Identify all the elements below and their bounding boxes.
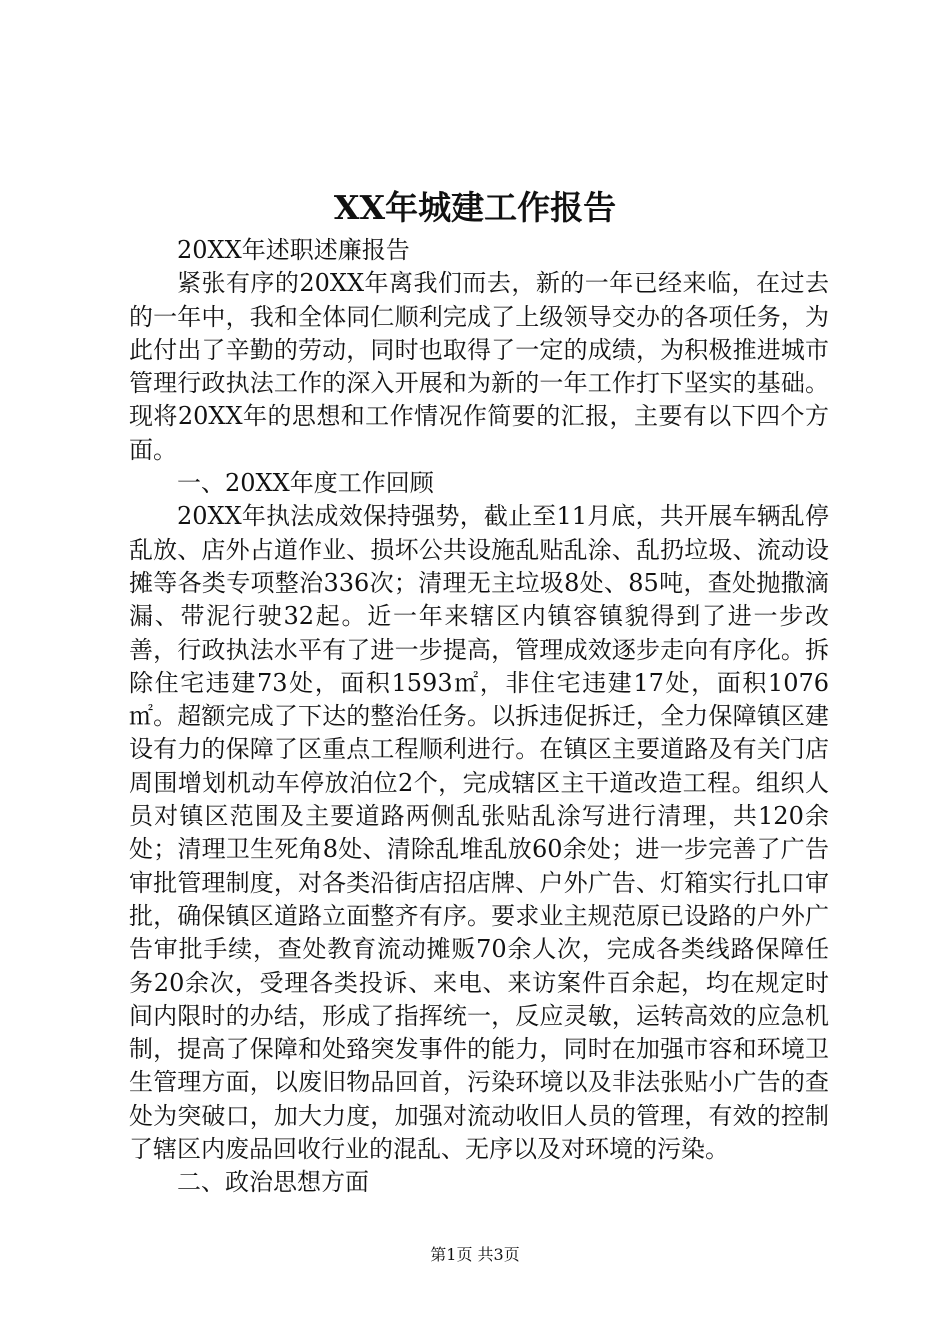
paragraph-subtitle: 20XX年述职述廉报告 xyxy=(177,236,410,264)
document-title: XX年城建工作报告 xyxy=(333,188,617,227)
paragraph-intro: 紧张有序的20XX年离我们而去，新的一年已经来临，在过去的一年中，我和全体同仁顺利完成了上级领导交办的各项任务，为此付出了辛勤的劳动，同时也取得了一定的成绩，为积极推进城市管理行政执法工作的深入开展和为新的一年工作打下坚实的基础。现将20XX年的思想和工作情况作简要的汇报，主要有以下四个方面。 xyxy=(129,269,829,464)
document-body xyxy=(129,234,829,1200)
section-heading-2: 二、政治思想方面 xyxy=(177,1168,369,1197)
paragraph-work-review: 20XX年执法成效保持强势，截止至11月底，共开展车辆乱停乱放、店外占道作业、损坏公共设施乱贴乱涂、乱扔垃圾、流动设摊等各类专项整治336次；清理无主垃圾8处、85吨，查处抛撒滴漏、带泥行驶32起。近一年来辖区内镇容镇貌得到了进一步改善，行政执法水平有了进一步提高，管理成效逐步走向有序化。拆除住宅违建73处，面积1593㎡，非住宅违建17处，面积1076㎡。超额完成了下达的整治任务。以拆违促拆迁，全力保障镇区建设有力的保障了区重点工程顺利进行。在镇区主要道路及有关门店周围增划机动车停放泊位2个，完成辖区主干道改造工程。组织人员对镇区范围及主要道路两侧乱张贴乱涂写进行清理，共120余处；清理卫生死角8处、清除乱堆乱放60余处；进一步完善了广告审批管理制度，对各类沿街店招店牌、户外广告、灯箱实行扎口审批，确保镇区道路立面整齐有序。要求业主规范原已设路的户外广告审批手续，查处教育流动摊贩70余人次，完成各类线路保障任务20余次，受理各类投诉、来电、来访案件百余起，均在规定时间内限时的办结，形成了指挥统一，反应灵敏，运转高效的应急机制，提高了保障和处臵突发事件的能力，同时在加强市容和环境卫生管理方面，以废旧物品回首，污染环境以及非法张贴小广告的查处为突破口，加大力度，加强对流动收旧人员的管理，有效的控制了辖区内废品回收行业的混乱、无序以及对环境的污染。 xyxy=(129,502,829,1164)
section-heading-1: 一、20XX年度工作回顾 xyxy=(177,469,434,498)
page-footer: 第1页 共3页 xyxy=(430,1245,520,1264)
